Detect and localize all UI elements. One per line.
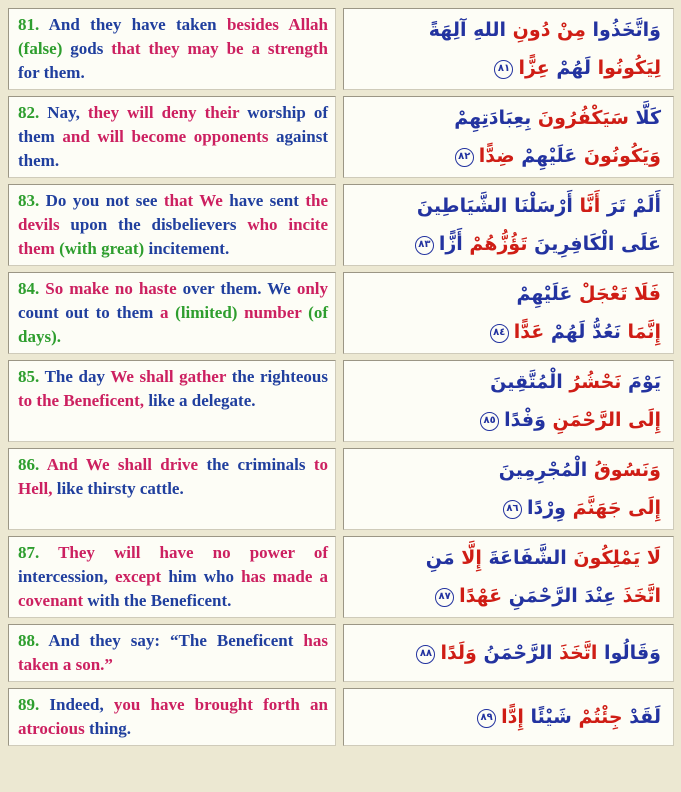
english-segment: for them. — [18, 63, 85, 82]
verse-row — [8, 272, 674, 354]
arabic-segment: مَنِ — [425, 547, 455, 569]
ayah-end-marker: ٨٤ — [490, 324, 509, 343]
english-segment: (of days). — [18, 303, 328, 346]
arabic-verse-cell — [343, 536, 674, 618]
english-segment: Indeed, — [49, 695, 114, 714]
english-segment: count out to them — [18, 303, 160, 322]
arabic-line — [352, 634, 661, 672]
english-segment: they will deny their — [87, 103, 248, 122]
arabic-segment: شَيْئًا — [523, 706, 572, 728]
english-segment: who incite them — [18, 215, 328, 258]
arabic-segment: وَقَالُوا — [597, 642, 661, 664]
english-segment: (limited) — [175, 303, 245, 322]
verse-row — [8, 8, 674, 90]
arabic-segment: الْمُتَّقِينَ — [490, 371, 563, 393]
english-segment: you have brought forth an atrocious — [18, 695, 328, 738]
arabic-segment: عِزًّا — [518, 57, 550, 79]
english-segment: to the Beneficent, — [18, 391, 149, 410]
arabic-line — [352, 401, 661, 439]
arabic-segment: عَلَيْهِمْ — [514, 145, 578, 167]
ayah-end-marker: ٨٨ — [416, 645, 435, 664]
english-segment: besides Allah — [226, 15, 328, 34]
arabic-segment: بِعِبَادَتِهِمْ — [454, 107, 532, 129]
arabic-segment: أَزًّا — [438, 233, 463, 255]
arabic-line — [352, 225, 661, 263]
english-segment: Nay, — [47, 103, 88, 122]
english-segment: worship of them — [18, 103, 329, 146]
arabic-segment: وِرْدًا — [526, 497, 566, 519]
english-segment: that We — [163, 191, 230, 210]
english-segment: gods — [70, 39, 112, 58]
ayah-end-marker: ٨٢ — [455, 148, 474, 167]
english-segment: number — [244, 303, 309, 322]
english-segment: the devils — [18, 191, 328, 234]
arabic-segment: وَنَسُوقُ — [587, 459, 661, 481]
english-segment: only — [296, 279, 329, 298]
arabic-line — [352, 698, 661, 736]
arabic-line — [352, 187, 661, 225]
english-segment: except — [114, 567, 169, 586]
english-segment: thing. — [89, 719, 132, 738]
arabic-segment: سَيَكْفُرُونَ — [531, 107, 629, 129]
ayah-end-marker: ٨٩ — [477, 709, 496, 728]
ayah-end-marker: ٨٦ — [503, 500, 522, 519]
arabic-line — [352, 99, 661, 137]
verse-number: 84. — [18, 279, 46, 298]
english-segment: have sent — [229, 191, 306, 210]
verse-number: 85. — [18, 367, 45, 386]
arabic-verse-cell — [343, 184, 674, 266]
arabic-verse-cell — [343, 624, 674, 682]
english-segment: that they may be a strength — [111, 39, 329, 58]
english-translation-cell — [8, 688, 336, 746]
arabic-segment: الْمُجْرِمِينَ — [498, 459, 588, 481]
english-segment: The day — [44, 367, 111, 386]
english-translation-cell — [8, 96, 336, 178]
english-segment: (with great) — [59, 239, 149, 258]
english-segment: upon the disbelievers — [70, 215, 248, 234]
arabic-segment: اللهِ آلِهَةً — [428, 19, 507, 41]
arabic-segment: لِيَكُونُوا — [590, 57, 661, 79]
english-translation-cell — [8, 536, 336, 618]
english-segment: and will become opponents — [62, 127, 277, 146]
verse-row — [8, 624, 674, 682]
arabic-line — [352, 539, 661, 577]
arabic-verse-cell — [343, 360, 674, 442]
english-translation-cell — [8, 184, 336, 266]
arabic-segment: وَيَكُونُونَ — [577, 145, 661, 167]
english-segment: the criminals — [206, 455, 314, 474]
verse-row — [8, 688, 674, 746]
arabic-segment: وَاتَّخَذُوا — [585, 19, 661, 41]
english-segment: like thirsty cattle. — [56, 479, 184, 498]
verse-row — [8, 96, 674, 178]
arabic-line — [352, 577, 661, 615]
arabic-line — [352, 49, 661, 87]
arabic-segment: لَا يَمْلِكُونَ — [566, 547, 661, 569]
arabic-segment: أَرْسَلْنَا الشَّيَاطِينَ — [416, 195, 573, 217]
english-translation-cell — [8, 360, 336, 442]
arabic-segment: الرَّحْمَنُ — [476, 642, 553, 664]
english-translation-cell — [8, 8, 336, 90]
english-segment: him who — [168, 567, 242, 586]
english-segment: And they say: “The Beneficent — [48, 631, 304, 650]
arabic-segment: جِئْتُمْ — [571, 706, 623, 728]
arabic-segment: نَحْشُرُ — [562, 371, 622, 393]
verse-row — [8, 184, 674, 266]
verse-row — [8, 360, 674, 442]
english-segment: intercession, — [18, 567, 115, 586]
arabic-line — [352, 275, 661, 313]
english-translation-cell — [8, 624, 336, 682]
arabic-segment: وَفْدًا — [504, 409, 546, 431]
ayah-end-marker: ٨٥ — [480, 412, 499, 431]
arabic-segment: اتَّخَذَ — [616, 585, 661, 607]
english-segment: like a delegate. — [148, 391, 256, 410]
english-segment: They will have no power of — [58, 543, 328, 562]
verse-number: 87. — [18, 543, 59, 562]
arabic-line — [352, 363, 661, 401]
arabic-segment: عَلَيْهِمْ — [516, 283, 573, 305]
english-translation-cell — [8, 272, 336, 354]
arabic-line — [352, 451, 661, 489]
arabic-segment: لَهُمْ — [549, 57, 591, 79]
ayah-end-marker: ٨٣ — [415, 236, 434, 255]
arabic-segment: كَلَّا — [628, 107, 661, 129]
english-segment: has made a covenant — [18, 567, 328, 610]
arabic-segment: أَنَّا — [572, 195, 601, 217]
verse-number: 82. — [18, 103, 48, 122]
english-segment: has taken a son.” — [18, 631, 328, 674]
arabic-segment: اتَّخَذَ — [552, 642, 598, 664]
english-segment: against them. — [18, 127, 329, 170]
arabic-segment: إِلَى جَهَنَّمَ — [566, 497, 661, 519]
english-segment: to Hell, — [18, 455, 328, 498]
verse-row — [8, 448, 674, 530]
english-segment: the righteous — [231, 367, 328, 386]
english-segment: incitement. — [148, 239, 230, 258]
arabic-line — [352, 489, 661, 527]
arabic-segment: الشَّفَاعَةَ — [481, 547, 567, 569]
verse-number: 81. — [18, 15, 49, 34]
arabic-verse-cell — [343, 448, 674, 530]
english-segment: So make no haste — [45, 279, 183, 298]
verse-number: 89. — [18, 695, 50, 714]
english-segment: (false) — [18, 39, 71, 58]
arabic-segment: وَلَدًا — [440, 642, 477, 664]
arabic-segment: لَقَدْ — [622, 706, 661, 728]
arabic-verse-cell — [343, 688, 674, 746]
arabic-segment: يَوْمَ — [621, 371, 661, 393]
arabic-verse-cell — [343, 96, 674, 178]
arabic-segment: ضِدًّا — [478, 145, 515, 167]
arabic-segment: إِنَّمَا — [620, 321, 661, 343]
arabic-segment: تَؤُزُّهُمْ — [462, 233, 528, 255]
english-segment: over them. We — [182, 279, 297, 298]
arabic-segment: إِلَّا — [454, 547, 482, 569]
arabic-segment: أَلَمْ تَرَ — [600, 195, 661, 217]
arabic-segment: مِنْ دُونِ — [506, 19, 586, 41]
arabic-segment: إِدًّا — [501, 706, 524, 728]
arabic-segment: نَعُدُّ لَهُمْ — [544, 321, 621, 343]
verse-row — [8, 536, 674, 618]
english-segment: And We shall drive — [46, 455, 207, 474]
arabic-line — [352, 137, 661, 175]
arabic-segment: فَلَا تَعْجَلْ — [572, 283, 661, 305]
arabic-line — [352, 313, 661, 351]
arabic-segment: عِنْدَ الرَّحْمَنِ — [502, 585, 617, 607]
arabic-segment: عَلَى الْكَافِرِينَ — [527, 233, 661, 255]
ayah-end-marker: ٨٧ — [435, 588, 454, 607]
verse-number: 88. — [18, 631, 49, 650]
verse-number: 83. — [18, 191, 46, 210]
verse-number: 86. — [18, 455, 47, 474]
english-translation-cell — [8, 448, 336, 530]
english-segment: a — [159, 303, 176, 322]
english-segment: with the Beneficent. — [87, 591, 232, 610]
arabic-verse-cell — [343, 272, 674, 354]
arabic-line — [352, 11, 661, 49]
english-segment: Do you not see — [45, 191, 164, 210]
english-segment: And they have taken — [48, 15, 227, 34]
english-segment: We shall gather — [110, 367, 232, 386]
arabic-segment: عَهْدًا — [459, 585, 503, 607]
arabic-segment: إِلَى الرَّحْمَنِ — [545, 409, 661, 431]
arabic-segment: عَدًّا — [513, 321, 545, 343]
arabic-verse-cell — [343, 8, 674, 90]
ayah-end-marker: ٨١ — [494, 60, 513, 79]
